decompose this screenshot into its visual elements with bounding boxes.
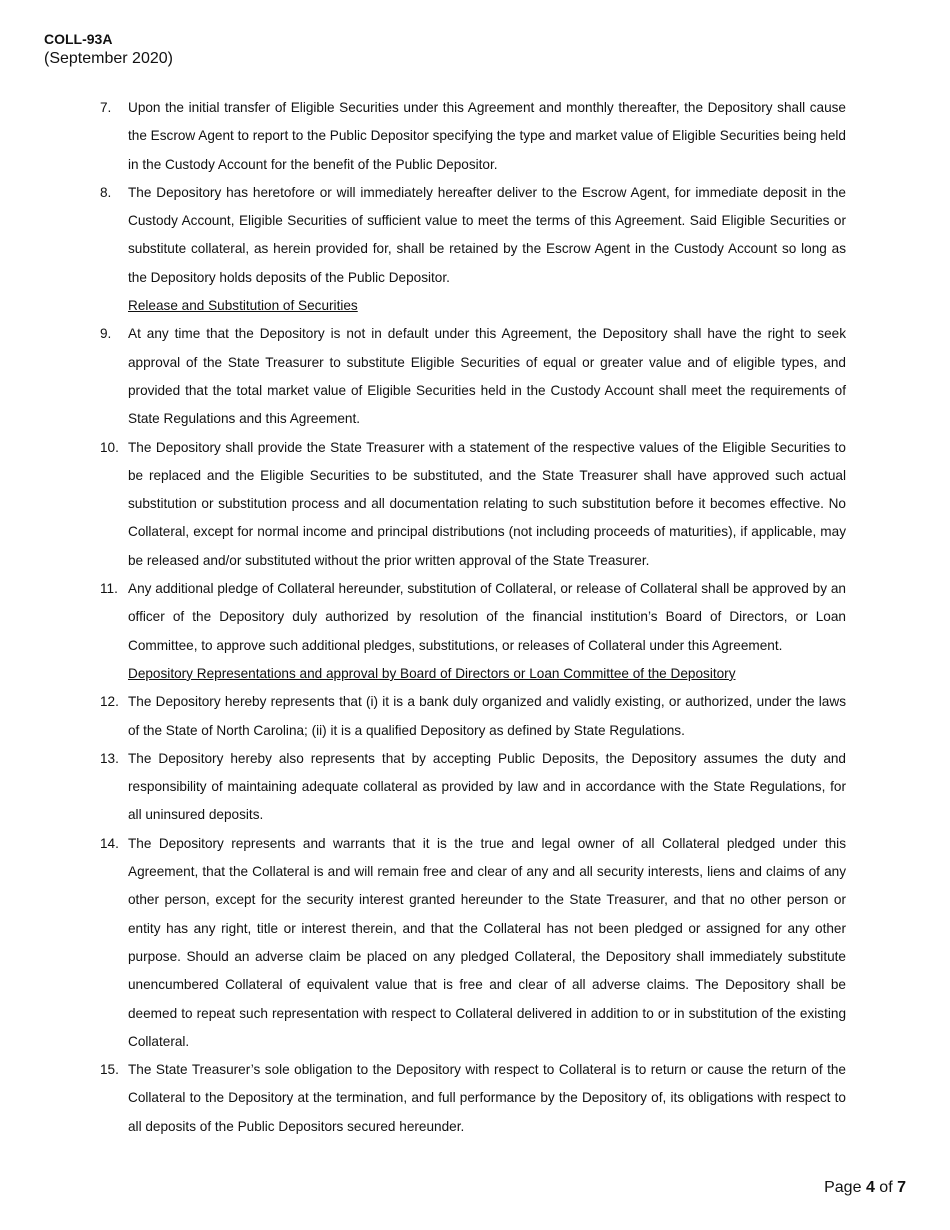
clause-number: 8. [100,184,112,200]
clause-13 [100,745,846,830]
clause-number: 7. [100,100,112,115]
clause-7 [100,94,846,179]
total-pages: 7 [897,1179,906,1196]
clause-number: 11. [100,581,118,597]
clause-9 [100,320,846,433]
clause-14 [100,830,846,1056]
clause-text: The Depository represents and warrants that it is the true and legal owner of all Collateral pledged under this Agreement, that the Collateral is and will remain free and clear of any and all security interests, liens and claims of any other person, except for the security interest granted hereunder to the State Treasurer, and that no other person or entity has any right, title or interest therein, and that the Collateral has not been pledged or assigned for any other purpose. Should an adverse claim be placed on any pledged Collateral, the Depository shall immediately substitute unencumbered Collateral of equivalent value that is free and clear of all adverse claims. The Depository shall be deemed to repeat such representation with respect to Collateral delivered in addition to or in substitution of the existing Collateral. [128,835,846,1049]
clause-text: The Depository hereby also represents that by accepting Public Deposits, the Depository assumes the duty and responsibility of maintaining adequate collateral as provided by law and in accordance with the State Regulations, for all uninsured deposits. [128,750,846,823]
clause-number: 12. [100,694,119,710]
clause-10 [100,434,846,575]
clause-text: The Depository hereby represents that (i) it is a bank duly organized and validly existing, or authorized, under the laws of the State of North Carolina; (ii) it is a qualified Depository as defined by State Regulations. [128,694,846,738]
clause-11 [100,575,846,660]
clause-text: Upon the initial transfer of Eligible Securities under this Agreement and monthly thereafter, the Depository shall cause the Escrow Agent to report to the Public Depositor specifying the type and market value of Eligible Securities being held in the Custody Account for the benefit of the Public Depositor. [128,100,846,172]
section-heading-depository-representations: Depository Representations and approval by Board of Directors or Loan Committee of the Depository [128,665,736,681]
section-heading-release-substitution: Release and Substitution of Securities [128,298,358,314]
clause-text: The State Treasurer’s sole obligation to the Depository with respect to Collateral is to return or cause the return of the Collateral to the Depository at the termination, and full performance by the Depository of, its obligations with respect to all deposits of the Public Depositors secured hereunder. [128,1062,846,1134]
clause-number: 9. [100,326,112,342]
clause-15 [100,1056,846,1141]
form-code: COLL-93A [44,31,113,47]
clause-number: 13. [100,750,119,766]
agreement-body [100,94,846,1141]
clause-text: At any time that the Depository is not in default under this Agreement, the Depository shall have the right to seek approval of the State Treasurer to substitute Eligible Securities of equal or greater value and of eligible types, and provided that the total market value of Eligible Securities held in the Custody Account shall meet the requirements of State Regulations and this Agreement. [128,326,846,427]
clause-12 [100,688,846,745]
clause-text: The Depository shall provide the State Treasurer with a statement of the respective values of the Eligible Securities to be replaced and the Eligible Securities to be substituted, and the State Treasurer shall have approved such actual substitution or substitution process and all documentation relating to such substitution before it becomes effective. No Collateral, except for normal income and principal distributions (not including proceeds of maturities), if applicable, may be released and/or substituted without the prior written approval of the State Treasurer. [128,439,846,568]
form-header [44,30,173,70]
clause-number: 15. [100,1062,119,1078]
of-word: of [879,1179,893,1196]
current-page: 4 [865,1179,875,1196]
clause-number: 10. [100,439,119,455]
form-revision-date: (September 2020) [44,50,173,67]
page-number [824,1177,906,1199]
clause-number: 14. [100,835,119,851]
clause-text: The Depository has heretofore or will immediately hereafter deliver to the Escrow Agent, for immediate deposit in the Custody Account, Eligible Securities of sufficient value to meet the terms of this Agreement. Said Eligible Securities or substitute collateral, as herein provided for, shall be retained by the Escrow Agent in the Custody Account so long as the Depository holds deposits of the Public Depositor. [128,184,846,285]
clause-text: Any additional pledge of Collateral hereunder, substitution of Collateral, or release of Collateral shall be approved by an officer of the Depository duly authorized by resolution of the financial institution’s Board of Directors, or Loan Committee, to approve such additional pledges, substitutions, or releases of Collateral under this Agreement. [128,581,846,653]
clause-8 [100,179,846,292]
page-word: Page [824,1179,862,1196]
